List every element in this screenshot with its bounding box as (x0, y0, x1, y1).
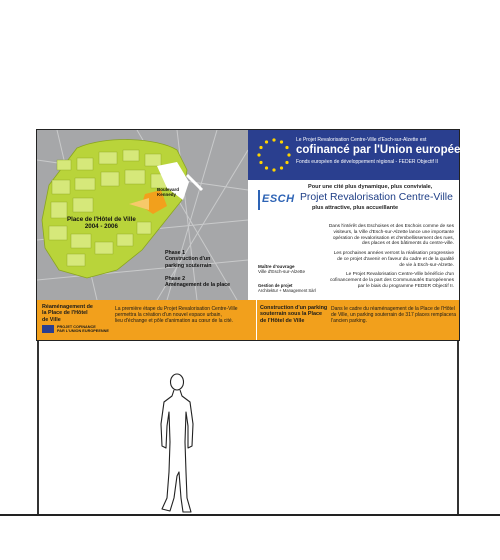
eu-line1: Le Projet Revalorisation Centre-Ville d'Esch-sur-Alzette est (296, 137, 427, 143)
esch-logo (258, 190, 296, 210)
para2-line: Les prochaines années verront la réalisation progressive (333, 251, 454, 256)
para1-line: des places et des bâtiments du centre-ville. (362, 241, 454, 247)
gestion-value: Architektur + Management Sàrl (258, 288, 316, 293)
col1-flag-line: PAR L'UNION EUROPEENNE (57, 329, 109, 334)
phase2-title: Phase 2 (165, 276, 186, 282)
para1-line: Dans l'intérêt des Eschoises et des Eschois comme de ses (328, 224, 454, 229)
col3-title-line: souterrain sous la Place (260, 311, 323, 318)
phase1-text-line2: parking souterrain (165, 262, 212, 269)
maitre-ouvrage (258, 264, 305, 275)
bottom-col3 (260, 305, 330, 324)
left-support-post (37, 341, 39, 515)
col4-line: de Ville, un parking souterrain de 317 places remplacera (331, 312, 456, 318)
col3-title-line: Construction d'un parking (260, 305, 328, 311)
col1-title-line: la Place de l'Hôtel (42, 310, 88, 317)
col1-flag-text (57, 325, 109, 334)
right-support-post (457, 341, 459, 515)
boulevard-label-line1: Boulevard (157, 187, 180, 192)
paragraph-2 (324, 251, 454, 268)
col3-title-line: de l'Hôtel de Ville (260, 317, 305, 324)
phase2-text: Aménagement de la place (165, 282, 231, 289)
phase1-title: Phase 1 (165, 250, 186, 256)
col1-title-line: de Ville (42, 316, 61, 323)
bottom-col1 (37, 300, 112, 340)
logo-bar (258, 190, 260, 210)
para2-line: de ce projet d'avenir en faveur du cadre et de la qualité (337, 256, 454, 262)
bottom-info-strip (37, 300, 459, 340)
para3-line: cofinancement de la part des Communautés Européennes (330, 277, 454, 283)
place-label-line1: Place de l'Hôtel de Ville (67, 216, 136, 223)
place-label (67, 216, 136, 230)
para1-line: opération de revalorisation et d'embellissement des rues, (332, 235, 454, 241)
bottom-col2 (115, 306, 255, 324)
eu-headline: cofinancé par l'Union européenne (296, 144, 481, 156)
paragraph-1 (324, 224, 454, 247)
project-tagline-1: Pour une cité plus dynamique, plus conviviale, (308, 184, 433, 190)
col1-title-line: Réaménagement de (42, 304, 93, 310)
map-graphic (37, 130, 248, 300)
project-title: Projet Revalorisation Centre-Ville (300, 192, 453, 203)
place-label-line2: 2004 - 2006 (84, 223, 118, 230)
small-eu-flag-icon (42, 325, 54, 333)
gestion-projet (258, 283, 316, 293)
eu-cofinancing-panel (248, 130, 481, 180)
boulevard-label (157, 187, 179, 197)
phase1-label (165, 250, 212, 269)
city-map (37, 130, 248, 300)
eu-line3: Fonds européen de développement régional - FEDER Objectif II (296, 159, 439, 165)
phase1-text-line1: Construction d'un (165, 256, 211, 263)
col2-line: lieu d'échange et pôle d'animation au cœur de la cité. (115, 318, 234, 324)
para3-line: Le Projet Revalorisation Centre-Ville bénéficie d'un (345, 272, 454, 277)
para1-line: visiteurs, la Ville d'Esch-sur-Alzette lance une importante (333, 229, 454, 235)
col1-title (42, 304, 93, 323)
ground-line (0, 514, 500, 516)
col2-line: permettra la création d'un nouvel espace urbain, (115, 312, 222, 318)
project-info-panel (248, 180, 459, 300)
eu-flag-icon (254, 135, 294, 175)
maitre-label: Maître d'ouvrage (258, 264, 295, 269)
col4-line: l'ancien parking. (331, 318, 367, 324)
para3-line: par le biais du programme FEDER Objectif II. (357, 283, 454, 289)
bottom-divider (256, 300, 257, 340)
col2-line: La première étape du Projet Revalorisation Centre-Ville (115, 306, 238, 312)
project-tagline-2: plus attractive, plus accueillante (312, 205, 399, 211)
person-silhouette-icon (150, 372, 200, 518)
col1-flag-line: PROJET COFINANCE (57, 324, 96, 329)
col4-line: Dans le cadre du réaménagement de la Place de l'Hôtel (331, 306, 455, 312)
phase2-label (165, 276, 230, 289)
bottom-col4 (331, 306, 456, 324)
para2-line: de vie à Esch-sur-Alzette. (399, 262, 454, 268)
logo-text: ESCH (262, 193, 295, 205)
paragraph-3 (324, 272, 454, 289)
gestion-label: Gestion de projet (258, 283, 293, 288)
boulevard-label-line2: Kennedy (157, 192, 177, 197)
maitre-value: Ville d'Esch-sur-Alzette (258, 269, 306, 275)
